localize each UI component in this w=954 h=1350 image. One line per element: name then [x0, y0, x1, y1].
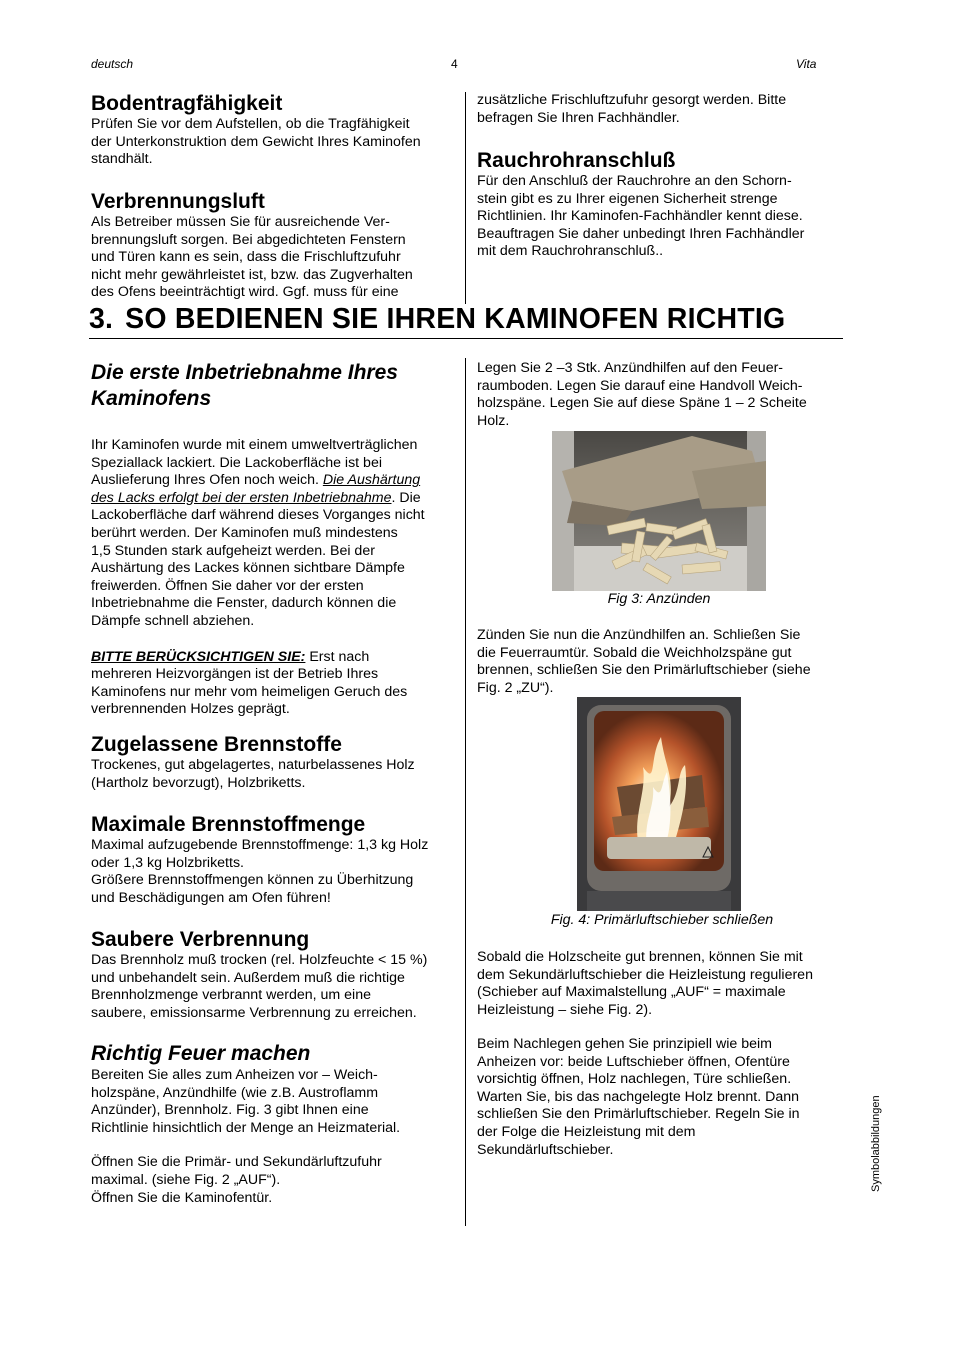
section-continued	[477, 92, 847, 127]
heading-richtig-feuer-machen: Richtig Feuer machen	[91, 1042, 311, 1065]
section-maximale-brennstoffmenge	[91, 813, 461, 907]
text-verbrennungsluft: Als Betreiber müssen Sie für ausreichende Ver- brennungsluft sorgen. Bei abgedichteten Fenstern und Türen kann es sein, dass die Frischluftzufuhr nicht mehr gewährleistet ist, bzw. das Zugverhalten des Ofens beeinträchtigt wird. Ggf. muss für eine	[91, 214, 413, 301]
right-paragraph-1	[477, 360, 847, 430]
text-right-p3: Sobald die Holzscheite gut brennen, können Sie mit dem Sekundärluftschieber die Heizleistung regulieren (Schieber auf Maximalstellung „AUF“ = maximale Heizleistung – siehe Fig. 2).	[477, 949, 813, 1018]
text-right-p4: Beim Nachlegen gehen Sie prinzipiell wie beim Anheizen vor: beide Luftschieber öffnen, Ofentüre vorsichtig öffnen, Holz nachlegen, Türe schließen. Warten Sie, bis das nachgelegte Holz brennt. Dann schließen Sie den Primärluftschieber. Regeln Sie in der Folge die Heizleistung mit dem Sekundärluftschieber.	[477, 1036, 800, 1158]
fig4-fire-image	[577, 697, 741, 911]
fig3-caption: Fig 3: Anzünden	[607, 591, 711, 607]
section-richtig-feuer-machen	[91, 1041, 461, 1207]
text-inbetriebnahme	[91, 437, 461, 631]
text-rauchrohranschluss: Für den Anschluß der Rauchrohre an den Schorn- stein gibt es zu Ihrer eigenen Sicherheit strenge Richtlinien. Ihr Kaminofen-Fachhändler kennt diese. Beauftragen Sie daher unbedingt Ihren Fachhändler mit dem Rauchrohranschluß..	[477, 173, 805, 260]
section-saubere-verbrennung	[91, 928, 461, 1022]
fig4-photo	[577, 697, 741, 911]
heading-inbetriebnahme: Die erste Inbetriebnahme Ihres Kaminofens	[91, 361, 398, 410]
fig3-kindling-image	[552, 431, 766, 591]
section-inbetriebnahme	[91, 360, 461, 719]
inbetrieb-text-b: . Die Lackoberfläche darf während dieses Vorganges nicht berührt werden. Der Kaminofen muß mindestens 1,5 Stunden stark aufgeheizt werden. Bei der Aushärtung des Lackes können sichtbare Dämpfe freiwerden. Öffnen Sie daher vor der ersten Inbetriebnahme die Fenster, dadurch können die Dämpfe schnell abziehen.	[91, 489, 425, 629]
text-bodentragfaehigkeit: Prüfen Sie vor dem Aufstellen, ob die Tragfähigkeit der Unterkonstruktion dem Gewicht Ihres Kaminofen standhält.	[91, 116, 421, 168]
chapter-number: 3.	[89, 303, 114, 335]
note-text: Erst nach mehreren Heizvorgängen ist der Betrieb Ihres Kaminofens nur mehr vom heimeligen Geruch des verbrennenden Holzes geprägt.	[91, 648, 408, 718]
header-product: Vita	[796, 57, 817, 71]
text-saubere-verbrennung: Das Brennholz muß trocken (rel. Holzfeuchte < 15 %) und unbehandelt sein. Außerdem muß die richtige Brennholzmenge verbrannt werden, um eine saubere, emissionsarme Verbrennung zu erreichen.	[91, 952, 428, 1021]
chapter-rule	[89, 338, 843, 339]
inbetrieb-emphasis-2: des Lacks erfolgt bei der ersten Inbetriebnahme	[91, 489, 392, 506]
text-right-p2: Zünden Sie nun die Anzündhilfen an. Schließen Sie die Feuerraumtür. Sobald die Weichholzspäne gut brennen, schließen Sie den Primärluftschieber (siehe Fig. 2 „ZU“).	[477, 627, 811, 696]
heading-maximale-brennstoffmenge: Maximale Brennstoffmenge	[91, 813, 366, 836]
right-paragraph-4	[477, 1036, 847, 1159]
chapter-heading	[89, 303, 785, 335]
text-richtig-feuer-machen-2: Öffnen Sie die Primär- und Sekundärluftzufuhr maximal. (siehe Fig. 2 „AUF“). Öffnen Sie die Kaminofentür.	[91, 1154, 382, 1206]
right-paragraph-3	[477, 949, 847, 1019]
heading-zugelassene-brennstoffe: Zugelassene Brennstoffe	[91, 733, 342, 756]
right-paragraph-2	[477, 627, 847, 697]
inbetrieb-text-a: Ihr Kaminofen wurde mit einem umweltverträglichen Speziallack lackiert. Die Lackoberfläche ist bei Auslieferung Ihres Ofen noch weich.	[91, 437, 418, 489]
page-number: 4	[451, 57, 458, 71]
section-rauchrohranschluss	[477, 149, 847, 261]
heading-rauchrohranschluss: Rauchrohranschluß	[477, 149, 676, 172]
note-paragraph	[91, 649, 461, 719]
inbetrieb-emphasis-1: Die Aushärtung	[322, 472, 421, 489]
header-language: deutsch	[91, 57, 134, 71]
heading-bodentragfaehigkeit: Bodentragfähigkeit	[91, 92, 283, 115]
column-divider-top	[465, 92, 466, 304]
fig3-photo	[552, 431, 766, 591]
fig4-caption: Fig. 4: Primärluftschieber schließen	[550, 912, 774, 928]
text-right-p1: Legen Sie 2 –3 Stk. Anzündhilfen auf den Feuer- raumboden. Legen Sie darauf eine Handvoll Weich- holzspäne. Legen Sie auf diese Späne 1 – 2 Scheite Holz.	[477, 360, 807, 429]
section-bodentragfaehigkeit	[91, 92, 461, 169]
note-label: BITTE BERÜCKSICHTIGEN SIE:	[91, 648, 306, 665]
text-zugelassene-brennstoffe: Trockenes, gut abgelagertes, naturbelassenes Holz (Hartholz bevorzugt), Holzbriketts.	[91, 757, 415, 791]
column-divider-bottom	[465, 358, 466, 1226]
side-note: Symbolabbildungen	[870, 1095, 882, 1192]
chapter-title: SO BEDIENEN SIE IHREN KAMINOFEN RICHTIG	[125, 303, 786, 335]
text-continued: zusätzliche Frischluftzufuhr gesorgt werden. Bitte befragen Sie Ihren Fachhändler.	[477, 92, 787, 126]
section-zugelassene-brennstoffe	[91, 733, 461, 792]
heading-verbrennungsluft: Verbrennungsluft	[91, 190, 265, 213]
section-verbrennungsluft	[91, 190, 461, 302]
text-maximale-brennstoffmenge: Maximal aufzugebende Brennstoffmenge: 1,3 kg Holz oder 1,3 kg Holzbriketts. Größere Brennstoffmengen können zu Überhitzung und Beschädigungen am Ofen führen!	[91, 837, 429, 906]
heading-saubere-verbrennung: Saubere Verbrennung	[91, 928, 310, 951]
text-richtig-feuer-machen: Bereiten Sie alles zum Anheizen vor – Weich- holzspäne, Anzündhilfe (wie z.B. Austroflamm Anzünder), Brennholz. Fig. 3 gibt Ihnen eine Richtlinie hinsichtlich der Menge an Heizmaterial.	[91, 1067, 401, 1136]
